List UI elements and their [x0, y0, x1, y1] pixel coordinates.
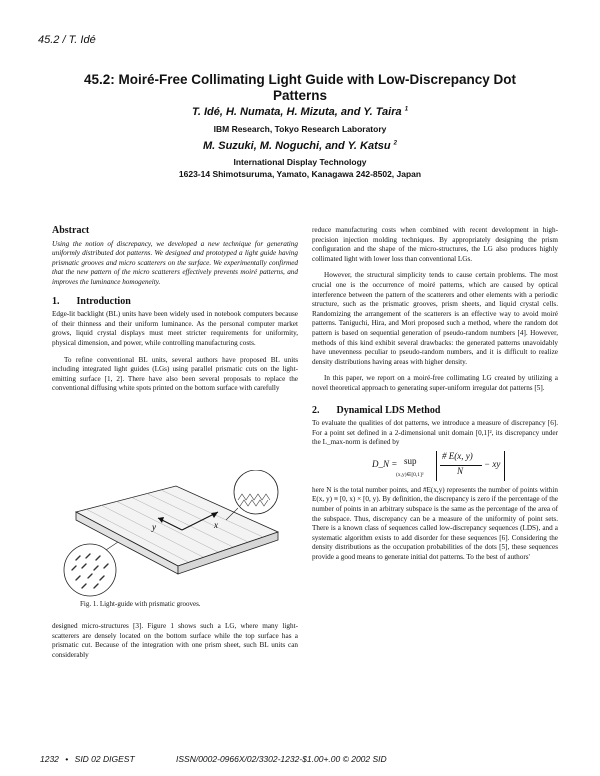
- section2-paragraph-1: To evaluate the qualities of dot patterns, we introduce a measure of discrepancy [6]. For a point set defined in a 2-dimensional unit domain [0,1]², its discrepancy under the L_max-norm is defined by: [312, 419, 558, 447]
- light-guide-diagram: [56, 470, 296, 600]
- footer-issn: ISSN/0002-0966X/02/3302-1232-$1.00+.00 © 2002 SID: [176, 754, 387, 764]
- intro-paragraph-1: Edge-lit backlight (BL) units have been widely used in notebook computers because of their thinness and their uniform luminance. As the personal computer market grows, liquid crystal displays must meet stricter requirements for uniformity, physical dimension, and power, while controlling manufacturing costs.: [52, 310, 298, 347]
- left-column: [52, 226, 298, 401]
- eq-lhs: D_N =: [372, 458, 398, 469]
- eq-tail: − xy: [484, 458, 501, 469]
- abstract-heading: Abstract: [52, 225, 90, 236]
- abstract-text: Using the notion of discrepancy, we developed a new technique for generating uniformly distributed dot patterns. We designed and prototyped a light guide having prismatic grooves and micro scatterers on the surface. We experimentally confirmed that the new pattern of the micro scatterers effectively prevents moiré patterns, and improves the luminance homogeneity.: [52, 239, 298, 286]
- author-mark-1: 1: [404, 106, 409, 113]
- intro-paragraph-2: To refine conventional BL units, several authors have proposed BL units including integrated light guides (LGs) using parallel prismatic cuts on the light-emitting surface [1, 2]. There have also been several proposals to replace the conventional diffusing white spots printed on the bottom surface with carefully: [52, 355, 298, 393]
- authors-names-1: T. Idé, H. Numata, H. Mizuta, and Y. Taira: [191, 106, 402, 118]
- running-head: 45.2 / T. Idé: [38, 34, 96, 46]
- right-column: [312, 226, 558, 570]
- footer-journal: SID 02 DIGEST: [74, 754, 135, 764]
- intro-title: Introduction: [76, 295, 131, 307]
- authors-group-2: [50, 140, 550, 152]
- section2-number: 2.: [312, 404, 320, 416]
- affiliation-2-line-2: 1623-14 Shimotsuruma, Yamato, Kanagawa 242-8502, Japan: [178, 169, 422, 179]
- intro-number: 1.: [52, 295, 60, 307]
- paper-title: [50, 72, 550, 104]
- right-paragraph-1: reduce manufacturing costs when combined with recent development in high-precision injection molding techniques. By appropriately designing the prism configuration and the shape of the micro-structures, the LG also produces highly collimated light with lower loss than conventional LGs.: [312, 226, 558, 263]
- section2-heading: [312, 406, 558, 416]
- axis-x-label: x: [214, 520, 218, 530]
- author-mark-2: 2: [393, 140, 398, 147]
- discrepancy-equation: [312, 451, 558, 483]
- intro-heading: [52, 297, 298, 307]
- footer-page-number: 1232: [40, 754, 59, 764]
- authors-group-1: [50, 106, 550, 118]
- figure-caption: Fig. 1. Light-guide with prismatic grooves.: [80, 600, 201, 608]
- footer: 1232 • SID 02 DIGEST: [40, 754, 135, 764]
- right-paragraph-2: However, the structural simplicity tends to cause certain problems. The most crucial one is the occurrence of moiré patterns, which are caused by optical interference between the pattern of the scatterers and other elements with a periodic structure, such as the prismatic grooves, prism sheets, and liquid crystal cells. Randomizing the arrangement of the scatterers is an effective way to avoid moiré patterns. Taniguchi, Hira, and Mori proposed such a method, where the random dot pattern is based on sequential generation of pseudo-random numbers [4]. However, methods of this kind exhibit several drawbacks: the generated patterns unavoidably have unevenness peculiar to pseudo-random numbers, and it is difficult to realize density distributions having areas with higher density.: [312, 271, 558, 366]
- axis-y-label: y: [152, 522, 156, 532]
- title-line-2: Patterns: [272, 88, 328, 103]
- left-column-bottom: [52, 622, 298, 667]
- section2-paragraph-2: here N is the total number points, and #E(x,y) represents the number of points within E(x, y) ≡ [0, x) × [0, y). By definition, the discrepancy is zero if the percentage of the number of points in an arbitrary subspace is the same as the percentage of the area of the subspace. Thus, discrepancy can be a measure of the uniformity of point sets. There is a known class of sequences called low-discrepancy sequences (LDS), and a systematic algorithm exists to add disorder for these sequences [6]. Considering the density distributions as the occupation probabilities of the dots [5], these sequences provide a good means to generate initial dot patterns. To the best of authors': [312, 485, 558, 562]
- right-paragraph-3: In this paper, we report on a moiré-free collimating LG created by utilizing a novel theoretical approach to generating super-uniform irregular dot patterns [5].: [312, 374, 558, 392]
- figure-1: [56, 470, 296, 600]
- eq-numerator: # E(x, y): [442, 450, 473, 461]
- affiliation-2-line-1: International Display Technology: [233, 157, 367, 167]
- authors-names-2: M. Suzuki, M. Noguchi, and Y. Katsu: [202, 140, 391, 152]
- affiliation-1: IBM Research, Tokyo Research Laboratory: [213, 124, 387, 134]
- eq-denominator: N: [457, 465, 464, 476]
- title-line-1: 45.2: Moiré-Free Collimating Light Guide with Low-Discrepancy Dot: [83, 72, 517, 87]
- left-bottom-paragraph: designed micro-structures [3]. Figure 1 shows such a LG, where many light-scatterers are densely located on the bottom surface while the top surface has a prismatic cut. Because of the integration with one prism sheet, such BL units can considerably: [52, 622, 298, 659]
- section2-title: Dynamical LDS Method: [336, 404, 441, 416]
- eq-range: (x,y)∈[0,1]²: [396, 471, 424, 478]
- eq-sup: sup: [404, 455, 417, 466]
